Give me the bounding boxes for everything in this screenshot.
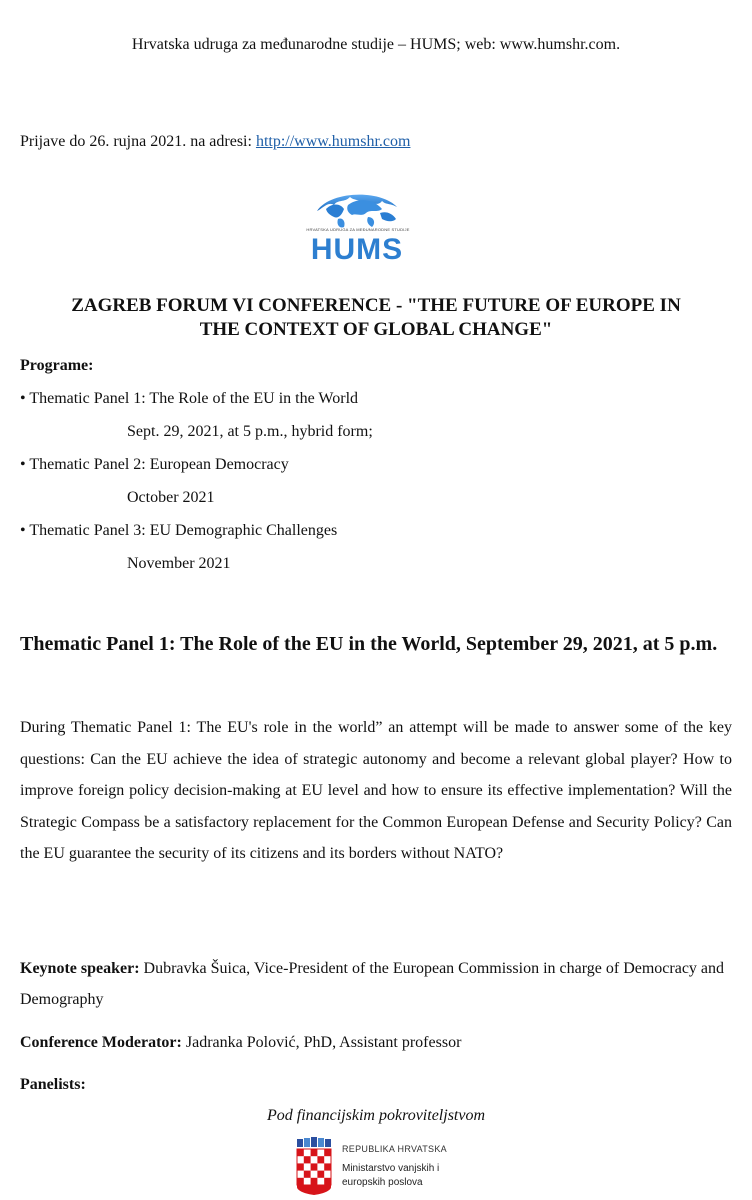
registration-line bbox=[20, 133, 410, 151]
ministry-line2: europskih poslova bbox=[342, 1177, 423, 1188]
croatian-coat-of-arms-icon bbox=[294, 1137, 334, 1195]
hums-logo bbox=[282, 183, 432, 273]
programme-item-3: • Thematic Panel 3: EU Demographic Challenges bbox=[20, 522, 338, 539]
conference-moderator bbox=[20, 1027, 732, 1058]
panel1-description: During Thematic Panel 1: The EU's role in the world” an attempt will be made to answer some of the key questions: Can the EU achieve the idea of strategic autonomy and become a relevant global player? How to improve foreign policy decision-making at EU level and how to ensure its effective implementation? Will the Strategic Compass be a satisfactory replacement for the Common European Defense and Security Policy? Can the EU guarantee the security of its citizens and its borders without NATO? bbox=[20, 719, 732, 862]
sponsor-text: Pod financijskim pokroviteljstvom bbox=[266, 1107, 486, 1124]
keynote-label: Keynote speaker: bbox=[20, 960, 140, 977]
moderator-value: Jadranka Polović, PhD, Assistant professor bbox=[181, 1034, 462, 1051]
registration-link[interactable]: http://www.humshr.com bbox=[255, 133, 411, 150]
logo-wordmark: HUMS bbox=[310, 233, 404, 266]
conference-title-line1: ZAGREB FORUM VI CONFERENCE - "THE FUTURE OF EUROPE IN bbox=[71, 295, 681, 316]
panel1-heading: Thematic Panel 1: The Role of the EU in the World, September 29, 2021, at 5 p.m. bbox=[20, 633, 718, 655]
logo-tagline: HRVATSKA UDRUGA ZA MEĐUNARODNE STUDIJE bbox=[306, 227, 410, 232]
keynote-value: Dubravka Šuica, Vice-President of the European Commission in charge of Democracy and Demography bbox=[20, 960, 725, 1008]
header-org-line: Hrvatska udruga za međunarodne studije – HUMS; web: www.humshr.com. bbox=[131, 36, 621, 53]
panelists bbox=[20, 1069, 732, 1100]
programme-item-2: • Thematic Panel 2: European Democracy bbox=[20, 456, 289, 473]
panelists-label: Panelists: bbox=[20, 1076, 86, 1093]
conference-title bbox=[0, 294, 752, 342]
conference-title-line2: THE CONTEXT OF GLOBAL CHANGE" bbox=[199, 319, 553, 340]
programme-item-1-date: Sept. 29, 2021, at 5 p.m., hybrid form; bbox=[127, 423, 373, 440]
ministry-logo bbox=[294, 1137, 474, 1197]
moderator-label: Conference Moderator: bbox=[20, 1034, 182, 1051]
programme-item-1: • Thematic Panel 1: The Role of the EU in the World bbox=[20, 390, 359, 407]
republic-label: REPUBLIKA HRVATSKA bbox=[342, 1144, 447, 1154]
registration-text: Prijave do 26. rujna 2021. na adresi: bbox=[20, 133, 256, 150]
programme-item-3-date: November 2021 bbox=[127, 555, 231, 572]
keynote-speaker bbox=[20, 953, 732, 1015]
ministry-line1: Ministarstvo vanjskih i bbox=[342, 1163, 440, 1174]
programme-heading: Programe: bbox=[20, 357, 94, 374]
programme-item-2-date: October 2021 bbox=[127, 489, 215, 506]
